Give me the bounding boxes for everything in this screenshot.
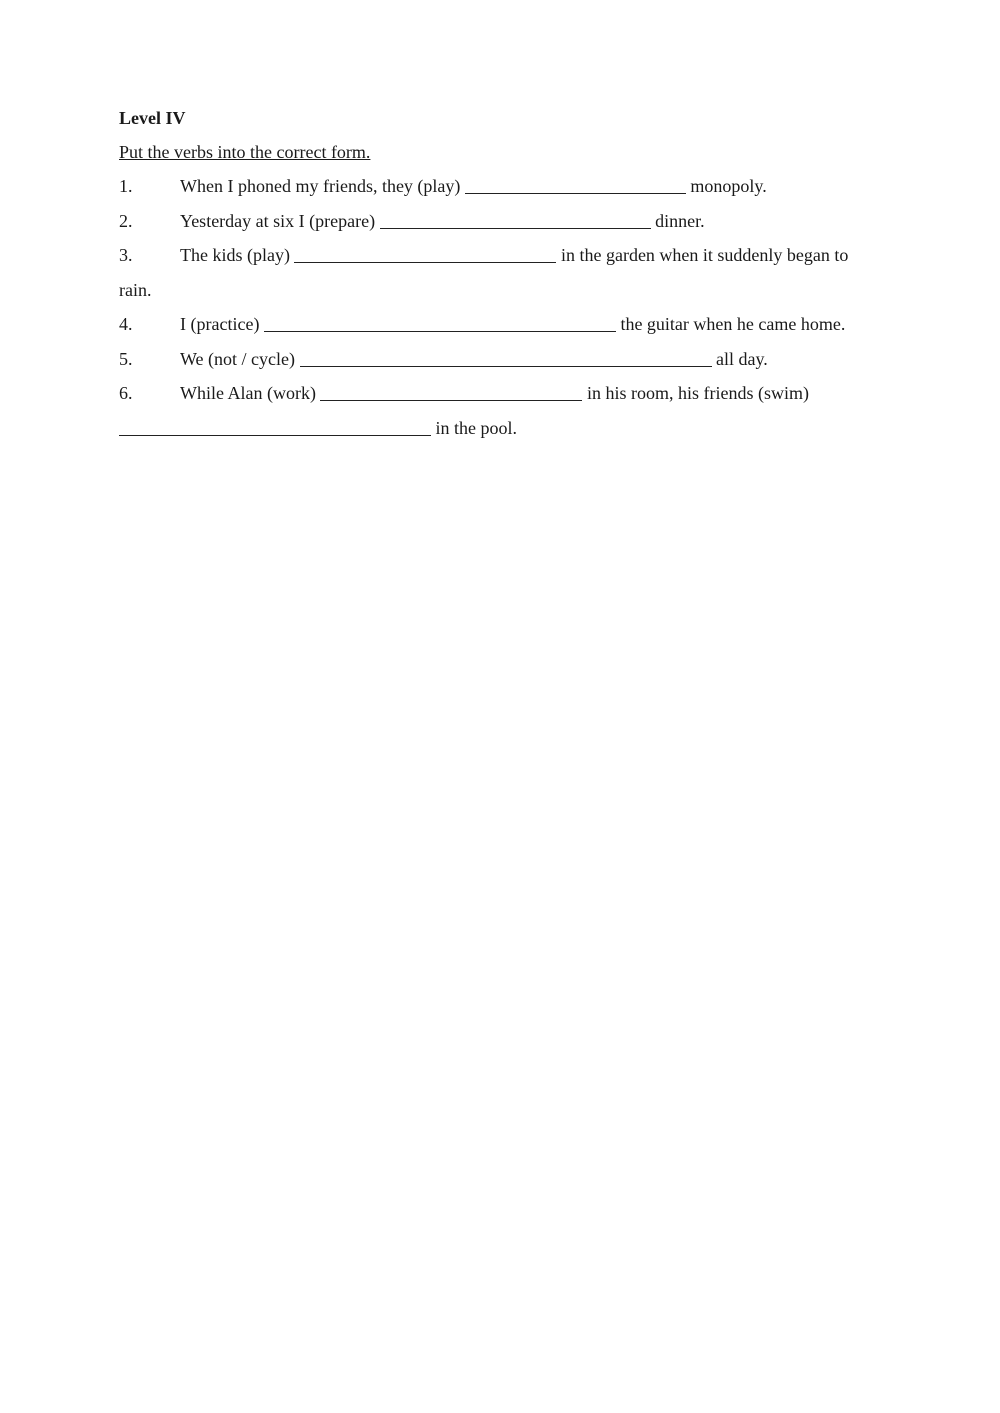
worksheet-page [119, 104, 909, 448]
answer-blank[interactable] [320, 380, 582, 401]
item-ending: all day. [716, 348, 768, 369]
item-prompt: I (practice) [180, 314, 260, 334]
answer-blank[interactable] [294, 242, 556, 263]
item-prompt: We (not / cycle) [180, 348, 295, 369]
exercise-item-2 [119, 207, 909, 235]
answer-blank[interactable] [264, 311, 616, 332]
answer-blank[interactable] [119, 415, 431, 436]
exercise-item-3 [119, 241, 909, 269]
answer-blank[interactable] [300, 346, 712, 367]
item-prompt: Yesterday at six I (prepare) [180, 210, 376, 231]
item-continuation [119, 414, 909, 442]
item-ending: dinner. [655, 210, 705, 231]
answer-blank[interactable] [380, 208, 651, 229]
exercise-item-6 [119, 379, 909, 407]
item-number: 2. [119, 210, 133, 231]
item-ending: in the garden when it suddenly began to [560, 245, 849, 265]
item-prompt: When I phoned my friends, they (play) [180, 176, 461, 196]
worksheet-title: Level IV [119, 108, 186, 128]
item-continuation: rain. [119, 279, 152, 300]
item-number: 3. [119, 245, 133, 265]
exercise-item-4 [119, 310, 909, 338]
item-prompt: While Alan (work) [180, 383, 316, 403]
item-prompt: The kids (play) [180, 245, 290, 265]
item-ending: the guitar when he came home. [620, 314, 846, 334]
item-number: 1. [119, 176, 133, 196]
item-number: 6. [119, 383, 133, 403]
exercise-item-5 [119, 345, 909, 373]
item-ending: monopoly. [690, 176, 767, 196]
worksheet-instruction: Put the verbs into the correct form. [119, 142, 371, 162]
exercise-item-1 [119, 172, 909, 200]
item-number: 4. [119, 314, 133, 334]
item-number: 5. [119, 348, 133, 369]
item-continuation-ending: in the pool. [435, 417, 517, 438]
item-ending: in his room, his friends (swim) [586, 383, 809, 403]
answer-blank[interactable] [465, 173, 686, 194]
